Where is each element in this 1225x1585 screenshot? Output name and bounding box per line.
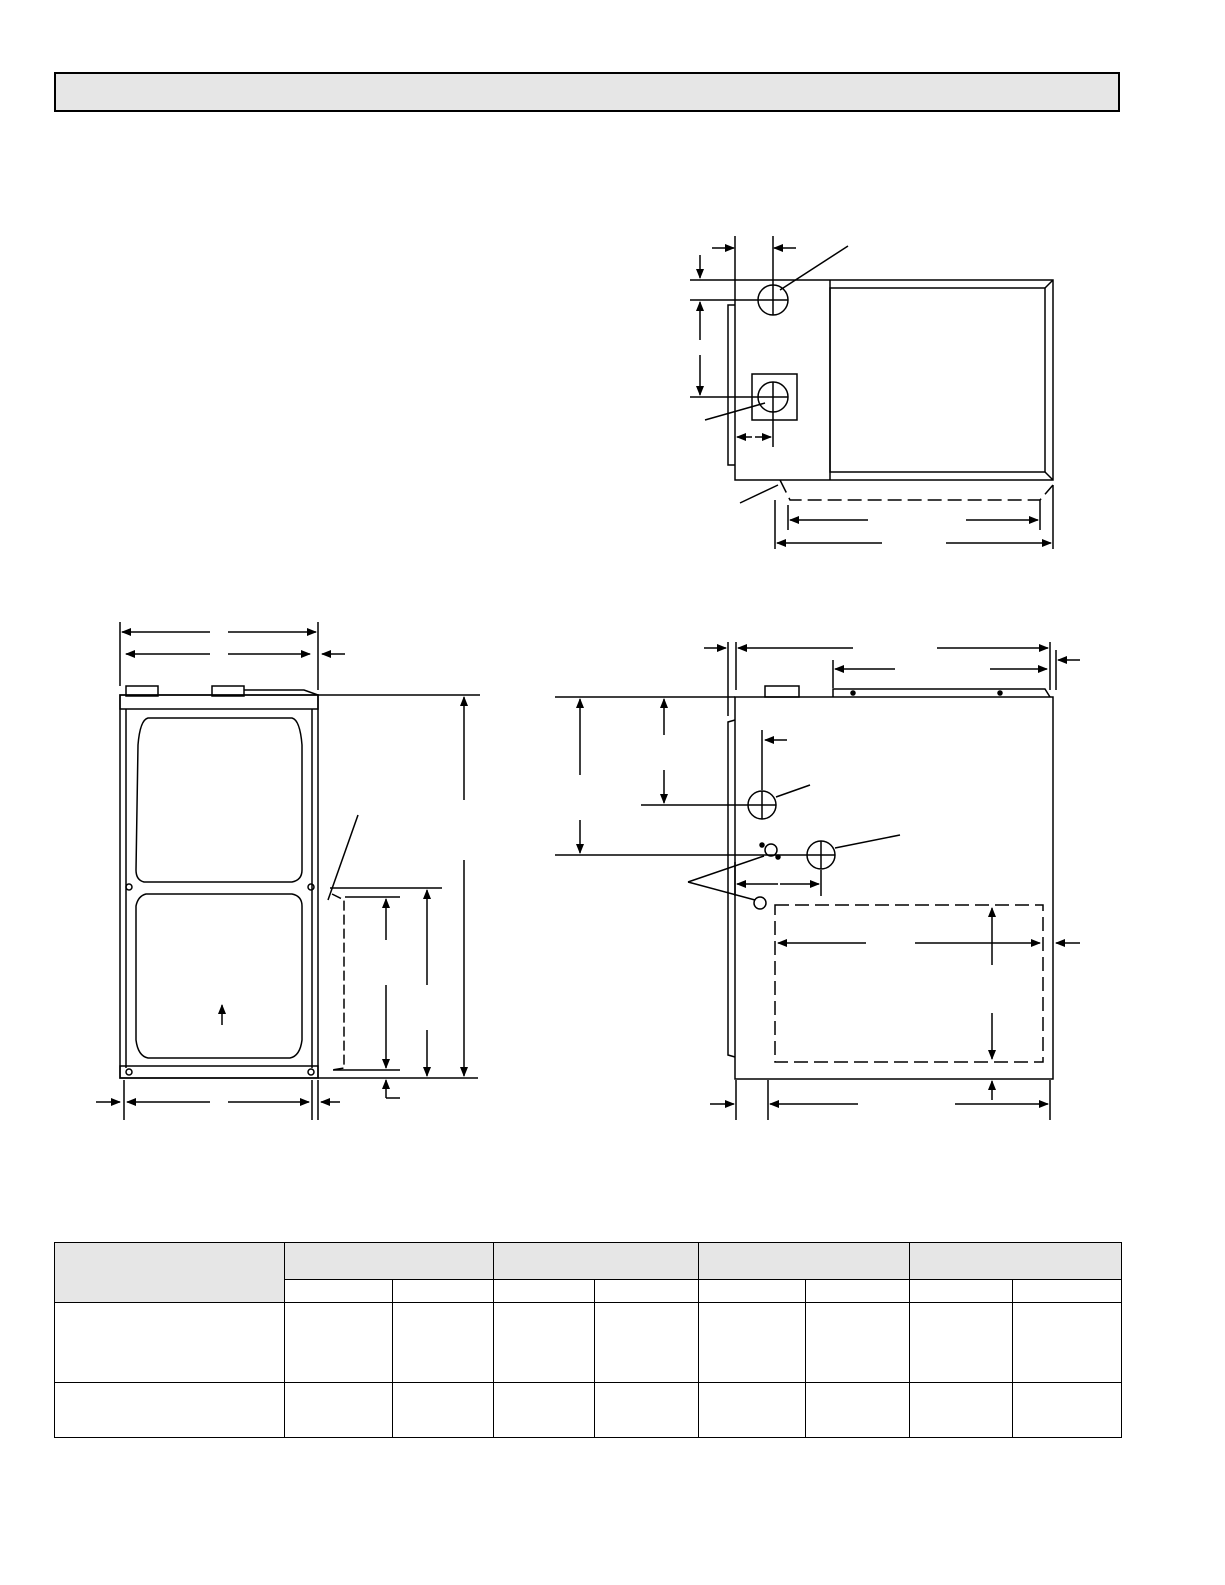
combustion-air-inlet-top <box>752 374 797 420</box>
flue-outlet-top <box>758 285 788 315</box>
door-screw-left <box>126 884 132 890</box>
table-cell <box>806 1303 910 1382</box>
lower-door-panel <box>136 894 302 1058</box>
side-view-dimensions <box>580 648 1080 1104</box>
table-header-model <box>55 1243 285 1303</box>
side-view-cabinet <box>735 697 1053 1079</box>
upper-door-panel <box>136 718 302 882</box>
table-row <box>55 1303 1122 1382</box>
table-cell <box>285 1303 393 1382</box>
table-cell <box>494 1303 595 1382</box>
table-row <box>55 1382 1122 1437</box>
front-view-dimensions <box>96 632 464 1102</box>
table-header-group-2 <box>494 1243 699 1280</box>
side-vent-pipe-lower <box>807 841 835 869</box>
table-subheader-cell <box>285 1280 393 1303</box>
top-view-opening <box>830 288 1045 472</box>
table-row-label <box>55 1382 285 1437</box>
table-subheader-cell <box>393 1280 494 1303</box>
table-cell <box>910 1303 1013 1382</box>
side-view-flue-collar <box>765 686 799 697</box>
table-cell <box>806 1382 910 1437</box>
table-subheader-cell <box>910 1280 1013 1303</box>
table-row-label <box>55 1303 285 1382</box>
table-header-group-1 <box>285 1243 494 1280</box>
gas-inlet-knockout <box>765 844 777 856</box>
table-cell <box>1013 1382 1122 1437</box>
top-view <box>690 236 1053 549</box>
table-cell <box>393 1382 494 1437</box>
table-header-group-3 <box>699 1243 910 1280</box>
table-cell <box>699 1303 806 1382</box>
table-cell <box>1013 1303 1122 1382</box>
table-header-group-4 <box>910 1243 1122 1280</box>
table-cell <box>699 1382 806 1437</box>
table-cell <box>910 1382 1013 1437</box>
front-view-cabinet <box>120 695 318 1078</box>
table-cell <box>393 1303 494 1382</box>
table-cell <box>595 1303 699 1382</box>
side-vent-pipe-upper <box>748 791 776 819</box>
table-cell <box>285 1382 393 1437</box>
table-cell <box>595 1382 699 1437</box>
side-view-flange <box>728 720 735 1057</box>
table-cell <box>494 1382 595 1437</box>
side-return-opening-hidden <box>775 905 1043 1062</box>
table-subheader-cell <box>806 1280 910 1303</box>
top-view-left-flange <box>728 305 735 465</box>
electrical-knockout <box>754 897 766 909</box>
table-header-row <box>55 1243 1122 1280</box>
side-view <box>555 642 1056 1120</box>
front-view <box>120 622 480 1120</box>
side-return-hidden <box>332 894 344 1070</box>
top-view-cabinet <box>735 280 1053 480</box>
door-screw-right <box>308 884 314 890</box>
dimension-table <box>54 1242 1122 1438</box>
table-subheader-cell <box>595 1280 699 1303</box>
table-subheader-cell <box>699 1280 806 1303</box>
table-subheader-cell <box>494 1280 595 1303</box>
top-view-base-hidden <box>780 480 1053 500</box>
table-subheader-cell <box>1013 1280 1122 1303</box>
